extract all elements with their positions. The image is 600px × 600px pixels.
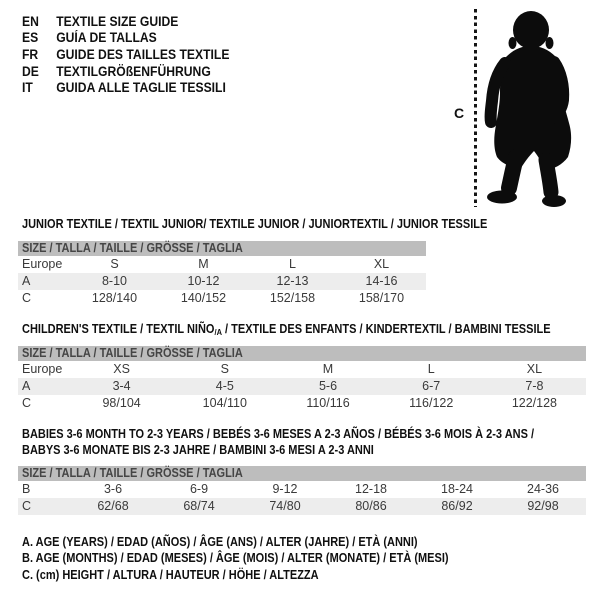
language-label: GUÍA DE TALLAS <box>56 30 157 46</box>
language-code: ES <box>22 30 39 46</box>
children-heading-subscript: /A <box>214 327 222 337</box>
language-code: FR <box>22 46 39 62</box>
table-cell: 110/116 <box>306 396 350 410</box>
table-cell: 128/140 <box>91 291 138 305</box>
table-cell: 12-18 <box>355 482 387 496</box>
row-label: B <box>22 482 31 496</box>
children-size-table <box>18 346 586 412</box>
table-cell: M <box>322 362 334 376</box>
table-cell: 9-12 <box>272 482 298 496</box>
language-code: IT <box>22 80 33 96</box>
size-table-header <box>18 466 586 481</box>
legend-line-c: C. (cm) HEIGHT / ALTURA / HAUTEUR / HÖHE / ALTEZZA <box>22 567 319 582</box>
table-cell: 98/104 <box>102 396 141 410</box>
table-cell: 6-9 <box>189 482 209 496</box>
size-table-header <box>18 241 426 256</box>
children-heading-text <box>22 322 551 337</box>
table-cell: S <box>110 257 119 271</box>
table-cell: 74/80 <box>269 499 301 513</box>
table-cell: 3-6 <box>103 482 123 496</box>
table-cell: 8-10 <box>101 274 128 288</box>
table-cell: 12-13 <box>276 274 309 288</box>
babies-size-table <box>18 466 586 515</box>
children-heading-suffix: / TEXTILE DES ENFANTS / KINDERTEXTIL / BAMBINI TESSILE <box>221 322 551 336</box>
size-table-header-text: SIZE / TALLA / TAILLE / GRÖSSE / TAGLIA <box>22 241 243 255</box>
table-cell: L <box>427 362 435 376</box>
junior-heading-text: JUNIOR TEXTILE / TEXTIL JUNIOR/ TEXTILE JUNIOR / JUNIORTEXTIL / JUNIOR TESSILE <box>22 217 488 231</box>
size-table-header-text: SIZE / TALLA / TAILLE / GRÖSSE / TAGLIA <box>22 346 243 360</box>
babies-section-heading <box>22 426 600 458</box>
junior-size-table <box>18 241 426 307</box>
table-cell: 10-12 <box>187 274 220 288</box>
language-label: GUIDE DES TAILLES TEXTILE <box>56 46 230 62</box>
table-cell: 140/152 <box>180 291 227 305</box>
height-measure-label: C <box>454 105 465 121</box>
table-row-height <box>18 395 586 412</box>
size-table-header-text: SIZE / TALLA / TAILLE / GRÖSSE / TAGLIA <box>22 466 243 480</box>
table-cell: 80/86 <box>355 499 387 513</box>
size-table-header <box>18 346 586 361</box>
table-cell: XL <box>373 257 390 271</box>
table-cell: 7-8 <box>525 379 544 393</box>
table-cell: 6-7 <box>422 379 441 393</box>
table-cell: 14-16 <box>365 274 398 288</box>
children-heading-prefix: CHILDREN'S TEXTILE / TEXTIL NIÑO <box>22 322 215 336</box>
table-row-height <box>18 290 426 307</box>
table-cell: 122/128 <box>511 396 557 410</box>
table-cell: 92/98 <box>527 499 559 513</box>
table-cell: 3-4 <box>112 379 131 393</box>
baby-silhouette-icon <box>484 9 574 209</box>
language-code: EN <box>22 13 39 29</box>
language-code: DE <box>22 63 39 79</box>
table-cell: 116/122 <box>409 396 454 410</box>
language-row-en <box>22 13 229 30</box>
row-label: Europe <box>22 257 63 271</box>
table-cell: 5-6 <box>318 379 338 393</box>
row-label: Europe <box>22 362 63 376</box>
language-row-es <box>22 30 229 47</box>
language-label: TEXTILE SIZE GUIDE <box>56 13 179 29</box>
table-cell: 4-5 <box>215 379 234 393</box>
language-label: TEXTILGRÖßENFÜHRUNG <box>56 63 211 79</box>
table-cell: 68/74 <box>183 499 215 513</box>
row-label: C <box>22 499 32 513</box>
table-cell: 86/92 <box>441 499 473 513</box>
language-row-fr <box>22 46 229 63</box>
table-row-age <box>18 378 586 395</box>
table-cell: 152/158 <box>269 291 316 305</box>
children-section-heading <box>22 322 600 337</box>
table-cell: M <box>198 257 209 271</box>
table-cell: XS <box>113 362 130 376</box>
language-row-de <box>22 63 229 80</box>
row-label: C <box>22 396 32 410</box>
table-cell: 104/110 <box>202 396 247 410</box>
table-cell: XL <box>526 362 543 376</box>
table-row-europe <box>18 361 586 378</box>
junior-section-heading <box>22 217 551 231</box>
table-cell: L <box>289 257 296 271</box>
language-row-it <box>22 79 229 96</box>
legend-line-a: A. AGE (YEARS) / EDAD (AÑOS) / ÂGE (ANS) / ALTER (JAHRE) / ETÀ (ANNI) <box>22 535 418 549</box>
language-label: GUIDA ALLE TAGLIE TESSILI <box>56 80 226 96</box>
babies-heading-line2: BABYS 3-6 MONATE BIS 2-3 JAHRE / BAMBINI 3-6 MESI A 2-3 ANNI <box>22 443 374 458</box>
table-row-height <box>18 498 586 515</box>
measurement-legend <box>22 534 507 583</box>
row-label: C <box>22 291 32 305</box>
legend-line-b: B. AGE (MONTHS) / EDAD (MESES) / ÂGE (MOIS) / ALTER (MONATE) / ETÀ (MESI) <box>22 551 449 566</box>
babies-heading-line1: BABIES 3-6 MONTH TO 2-3 YEARS / BEBÉS 3-6 MESES A 2-3 AÑOS / BÉBÉS 3-6 MOIS À 2-3 ANS / <box>22 427 535 441</box>
row-label: A <box>22 274 31 288</box>
table-cell: 158/170 <box>358 291 405 305</box>
table-cell: S <box>220 362 229 376</box>
language-list <box>22 13 253 96</box>
table-cell: 24-36 <box>527 482 559 496</box>
table-cell: 18-24 <box>441 482 473 496</box>
height-dashed-line <box>474 9 477 207</box>
table-cell: 62/68 <box>97 499 129 513</box>
table-row-europe <box>18 256 426 273</box>
table-row-age-months <box>18 481 586 498</box>
table-row-age <box>18 273 426 290</box>
row-label: A <box>22 379 31 393</box>
